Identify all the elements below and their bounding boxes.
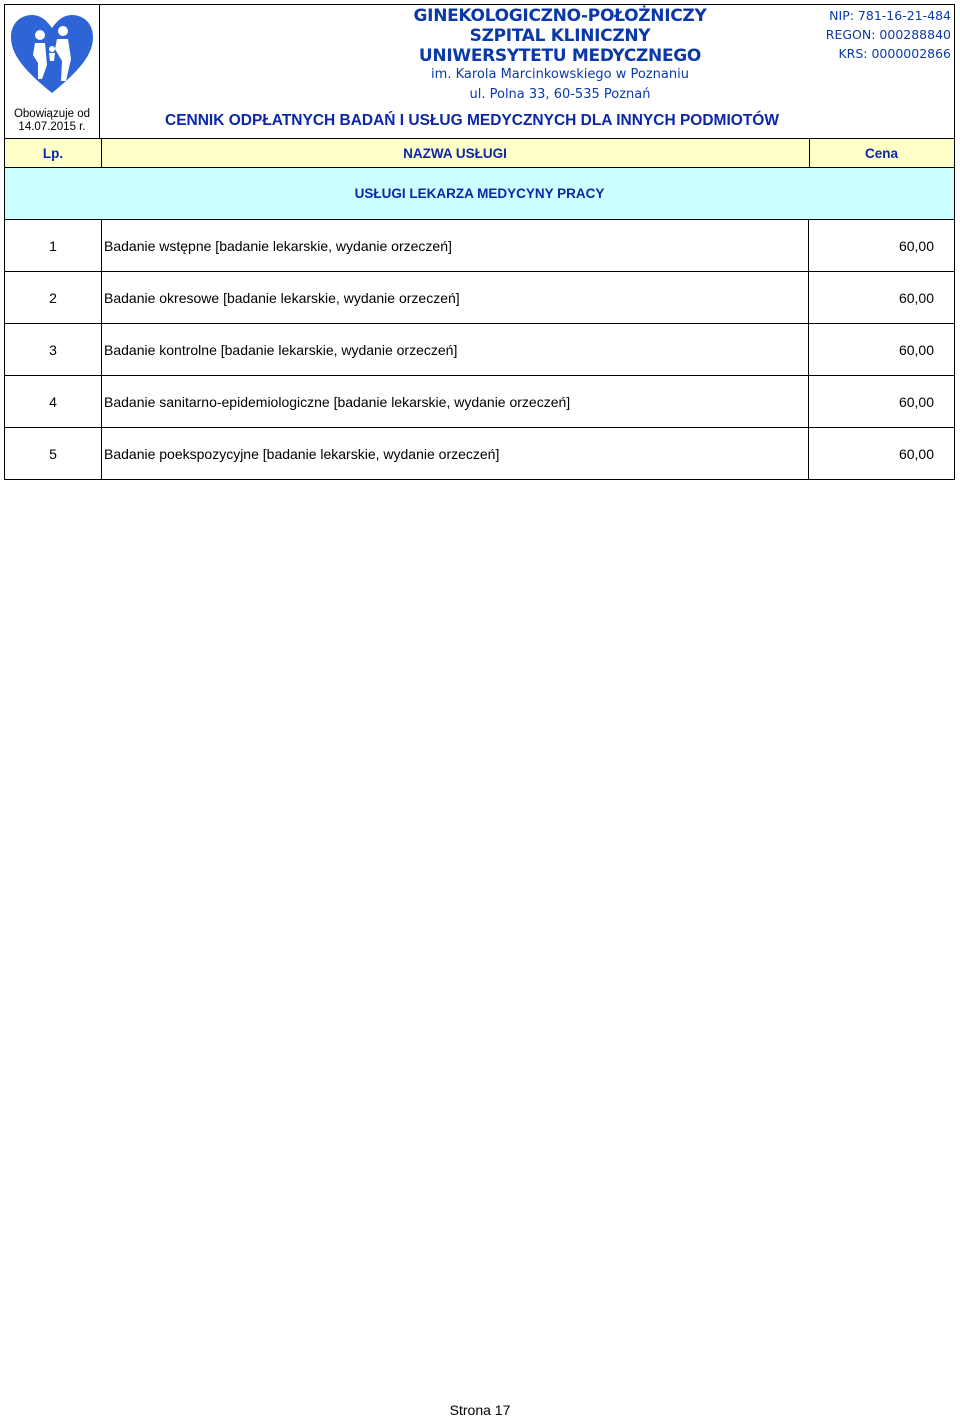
- table-row: [4, 220, 955, 272]
- effective-label: Obowiązuje od: [13, 108, 91, 120]
- nip-number: NIP: 781-16-21-484: [829, 8, 951, 23]
- column-header-row: [4, 139, 955, 168]
- section-header-row: [4, 168, 955, 220]
- hospital-info: [100, 4, 955, 104]
- effective-date: 14.07.2015 r.: [18, 121, 86, 133]
- service-name: Badanie poekspozycyjne [badanie lekarskie, wydanie orzeczeń]: [101, 428, 809, 479]
- hospital-name-line3: UNIWERSYTETU MEDYCZNEGO: [418, 46, 702, 66]
- document-title-cell: [100, 104, 955, 139]
- service-name: Badanie sanitarno-epidemiologiczne [badanie lekarskie, wydanie orzeczeń]: [101, 376, 809, 427]
- service-price: 60,00: [898, 445, 934, 462]
- krs-number: KRS: 0000002866: [838, 46, 951, 61]
- hospital-name-line1: GINEKOLOGICZNO-POŁOŻNICZY: [413, 6, 707, 26]
- table-row: [4, 324, 955, 376]
- table-row: [4, 428, 955, 480]
- service-name: Badanie okresowe [badanie lekarskie, wydanie orzeczeń]: [101, 272, 809, 323]
- section-title: USŁUGI LEKARZA MEDYCYNY PRACY: [354, 186, 605, 201]
- row-number: 3: [5, 324, 102, 375]
- service-price: 60,00: [898, 237, 934, 254]
- service-price: 60,00: [898, 289, 934, 306]
- service-price: 60,00: [898, 393, 934, 410]
- document-header: [4, 4, 955, 139]
- logo-cell: [4, 4, 100, 104]
- heart-family-logo-icon: [5, 5, 99, 103]
- row-number: 2: [5, 272, 102, 323]
- column-header-name: NAZWA USŁUGI: [101, 139, 810, 167]
- page-number: Strona 17: [449, 1402, 511, 1418]
- effective-date-cell: [4, 104, 100, 139]
- document-title: CENNIK ODPŁATNYCH BADAŃ I USŁUG MEDYCZNYCH DLA INNYCH PODMIOTÓW: [165, 112, 779, 129]
- hospital-name-line2: SZPITAL KLINICZNY: [469, 26, 651, 46]
- table-row: [4, 272, 955, 324]
- regon-number: REGON: 000288840: [825, 27, 951, 42]
- column-header-lp: Lp.: [5, 139, 102, 167]
- table-row: [4, 376, 955, 428]
- row-number: 5: [5, 428, 102, 479]
- service-name: Badanie kontrolne [badanie lekarskie, wydanie orzeczeń]: [101, 324, 809, 375]
- row-number: 4: [5, 376, 102, 427]
- service-name: Badanie wstępne [badanie lekarskie, wydanie orzeczeń]: [101, 220, 809, 271]
- service-price: 60,00: [898, 341, 934, 358]
- hospital-name-line4: im. Karola Marcinkowskiego w Poznaniu: [431, 67, 689, 82]
- hospital-address: ul. Polna 33, 60-535 Poznań: [469, 87, 651, 102]
- price-table-body: [4, 220, 955, 480]
- column-header-price: Cena: [864, 145, 898, 161]
- row-number: 1: [5, 220, 102, 271]
